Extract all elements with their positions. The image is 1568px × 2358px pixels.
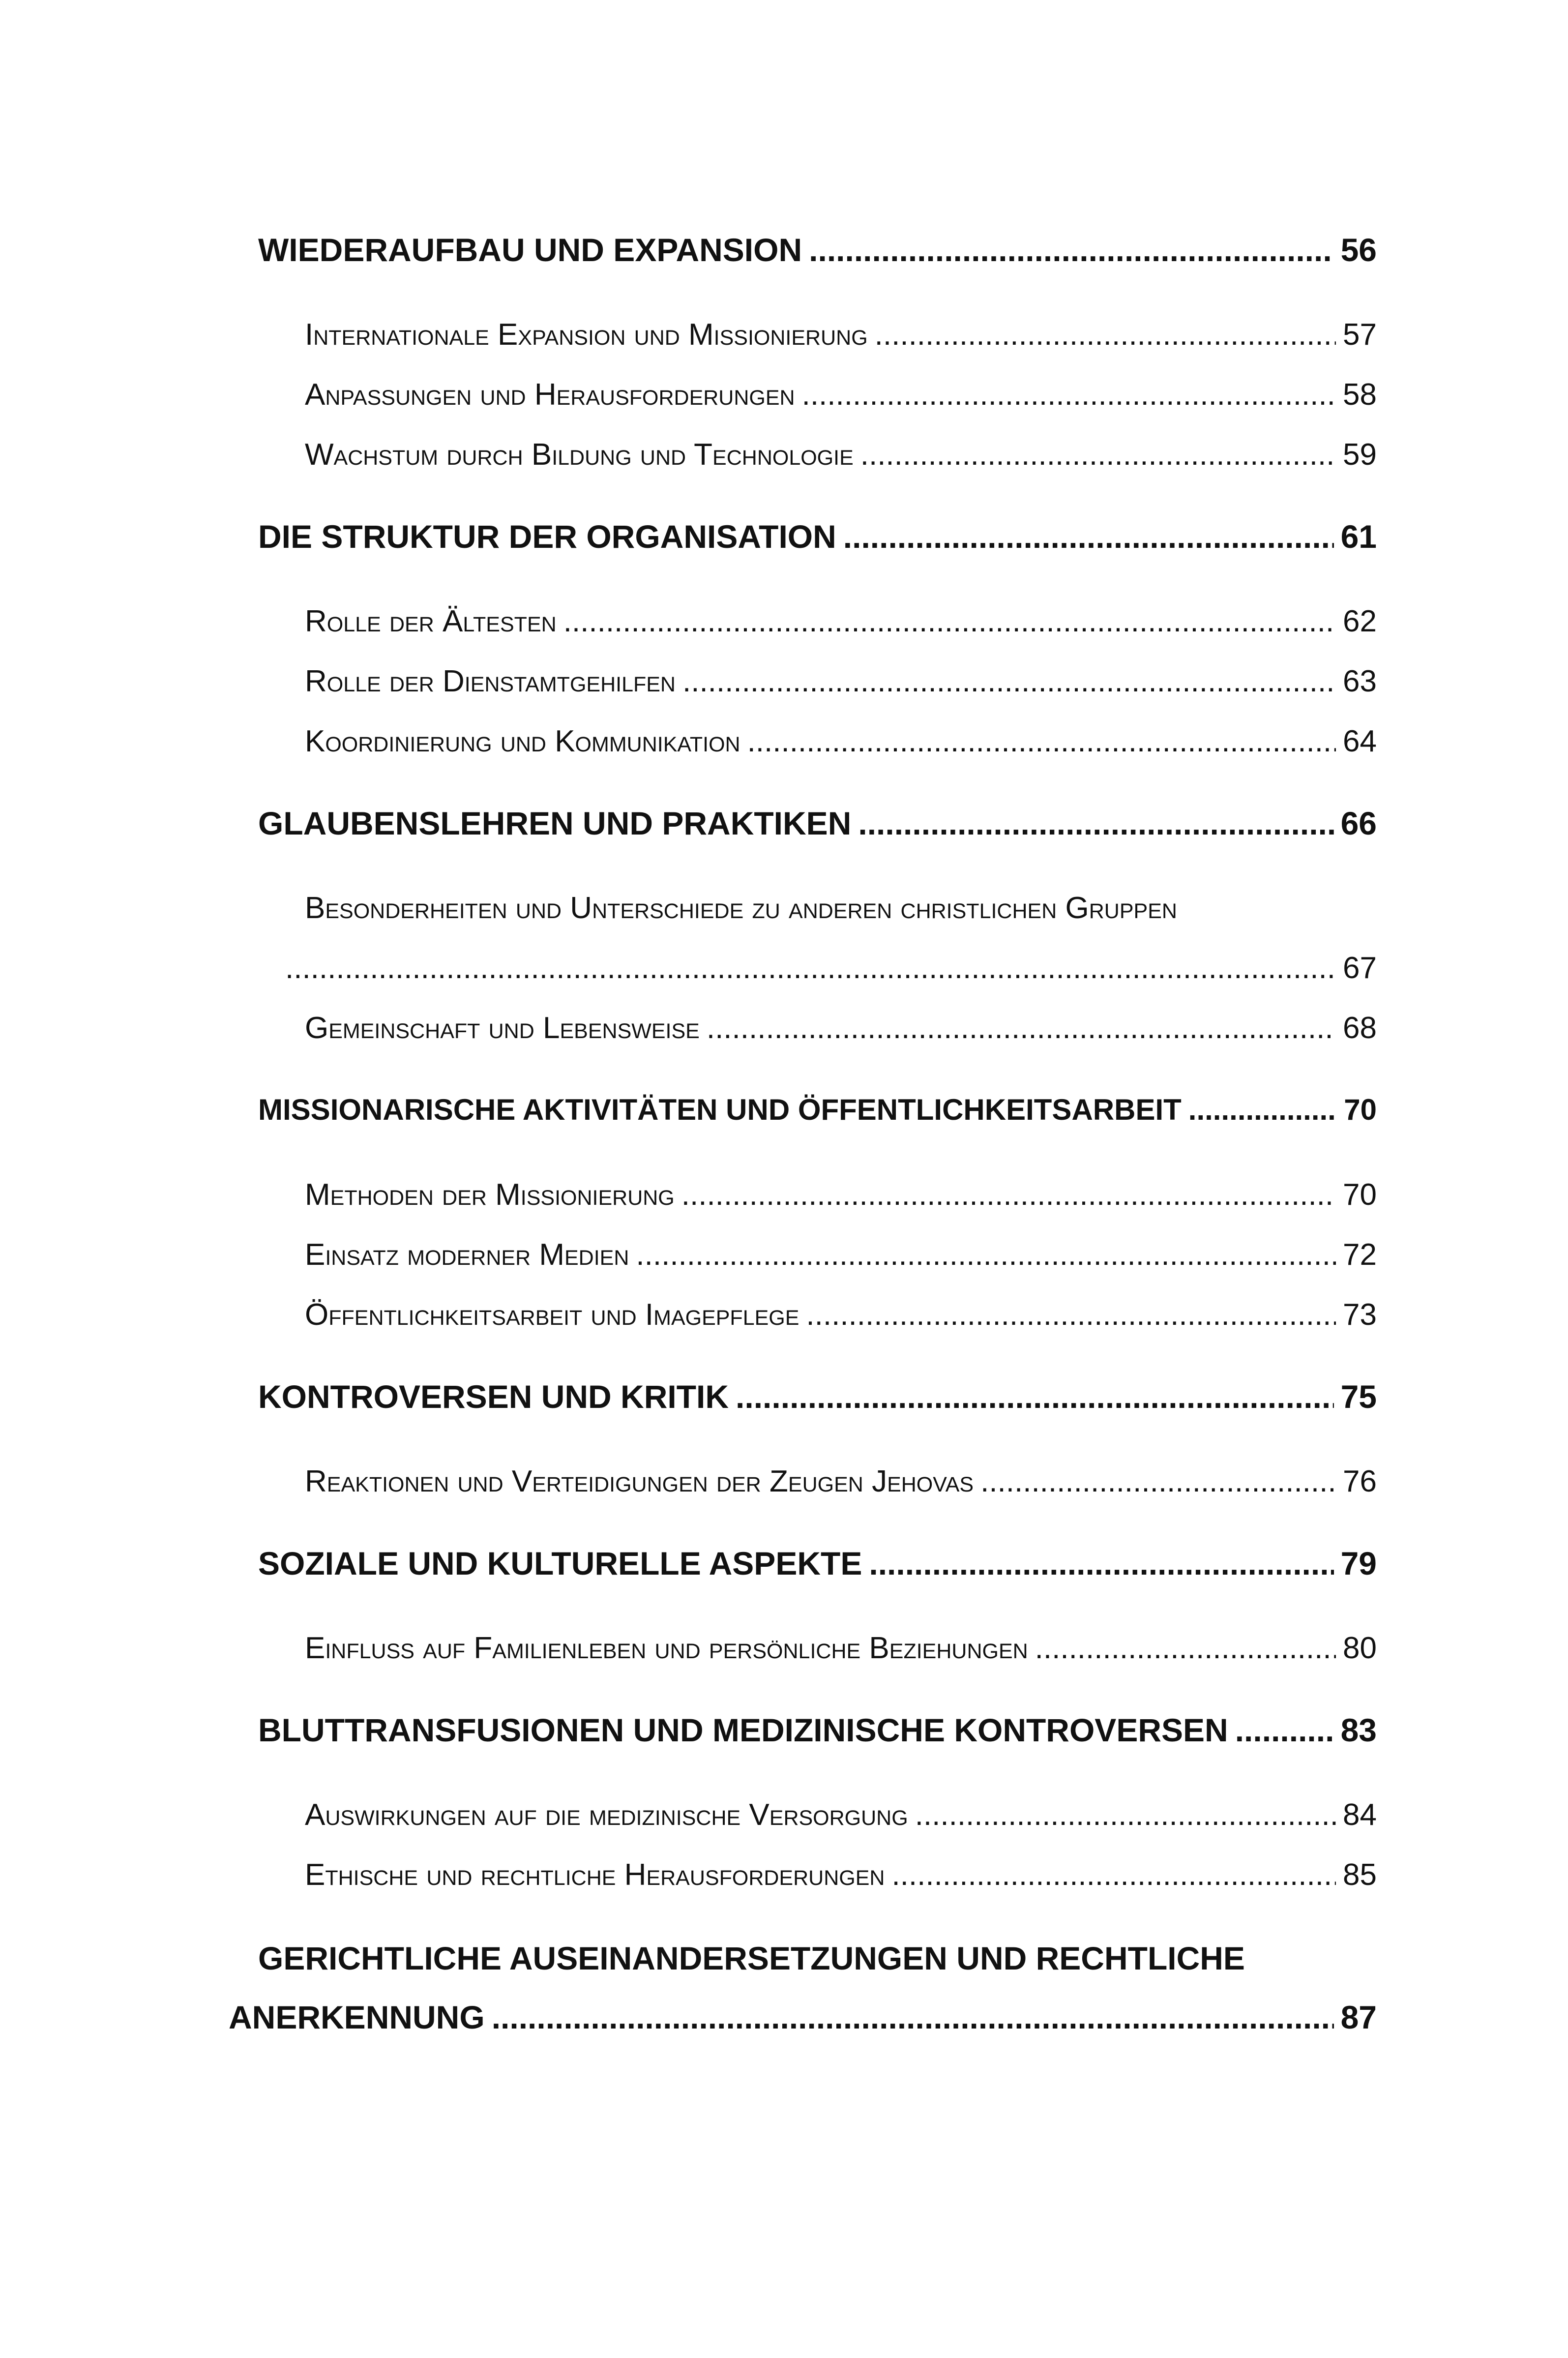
section-title: Rolle der Dienstamtgehilfen	[305, 664, 676, 698]
toc-section-entry[interactable]	[305, 377, 1377, 412]
dot-leader	[1188, 1093, 1337, 1127]
section-title: Gemeinschaft und Lebensweise	[305, 1011, 700, 1045]
section-title: Methoden der Missionierung	[305, 1178, 675, 1212]
page-number: 61	[1340, 518, 1377, 555]
toc-section-entry[interactable]	[305, 437, 1377, 472]
toc-section-entry[interactable]	[305, 1797, 1377, 1832]
dot-leader	[563, 604, 1336, 639]
dot-leader	[747, 724, 1336, 759]
page-number: 76	[1343, 1464, 1377, 1498]
page-number: 58	[1343, 378, 1377, 412]
toc-section-entry[interactable]	[305, 1464, 1377, 1499]
toc-section-entry[interactable]	[305, 1011, 1377, 1045]
page-number: 83	[1340, 1712, 1377, 1748]
page-number: 68	[1343, 1011, 1377, 1045]
dot-leader	[636, 1237, 1336, 1272]
dot-leader	[736, 1378, 1334, 1415]
chapter-title: MISSIONARISCHE AKTIVITÄTEN UND ÖFFENTLICHKEITSARBEIT	[258, 1093, 1182, 1126]
page-number: 84	[1343, 1798, 1377, 1832]
toc-chapter-entry-continued[interactable]	[229, 1999, 1377, 2036]
page-number: 62	[1343, 604, 1377, 638]
dot-leader	[285, 951, 1336, 985]
toc-section-entry[interactable]	[305, 1177, 1377, 1212]
chapter-title: WIEDERAUFBAU UND EXPANSION	[258, 232, 802, 268]
toc-section-entry[interactable]	[305, 317, 1377, 352]
toc-chapter-entry[interactable]	[258, 1378, 1377, 1415]
toc-section-entry[interactable]	[305, 1631, 1377, 1666]
page-number: 57	[1343, 318, 1377, 352]
chapter-title-line2: ANERKENNUNG	[229, 1999, 485, 2035]
toc-chapter-entry[interactable]	[258, 1093, 1377, 1127]
page-number: 70	[1343, 1178, 1377, 1212]
chapter-title: BLUTTRANSFUSIONEN UND MEDIZINISCHE KONTROVERSEN	[258, 1712, 1228, 1748]
section-title: Internationale Expansion und Missionierung	[305, 318, 868, 352]
dot-leader	[869, 1545, 1333, 1582]
section-title: Koordinierung und Kommunikation	[305, 724, 740, 758]
toc-chapter-entry[interactable]	[258, 231, 1377, 269]
page-number: 70	[1344, 1093, 1377, 1126]
chapter-title-line1[interactable]: GERICHTLICHE AUSEINANDERSETZUNGEN UND RECHTLICHE	[258, 1940, 1245, 1976]
dot-leader	[1035, 1631, 1336, 1666]
section-title: Auswirkungen auf die medizinische Versorgung	[305, 1798, 908, 1832]
toc-section-entry[interactable]	[305, 1237, 1377, 1272]
chapter-title: DIE STRUKTUR DER ORGANISATION	[258, 518, 836, 555]
section-title: Rolle der Ältesten	[305, 604, 557, 638]
chapter-title: SOZIALE UND KULTURELLE ASPEKTE	[258, 1545, 862, 1582]
dot-leader	[802, 377, 1336, 412]
toc-section-entry[interactable]	[305, 664, 1377, 699]
dot-leader	[492, 1999, 1334, 2036]
section-title-line1[interactable]: Besonderheiten und Unterschiede zu anderen christlichen Gruppen	[305, 891, 1177, 925]
dot-leader	[681, 1177, 1336, 1212]
dot-leader	[843, 518, 1334, 555]
dot-leader	[806, 1297, 1336, 1332]
page-number: 72	[1343, 1238, 1377, 1272]
section-title: Anpassungen und Herausforderungen	[305, 378, 795, 412]
toc-section-entry[interactable]	[305, 1297, 1377, 1332]
toc-section-entry[interactable]	[305, 604, 1377, 639]
section-title: Ethische und rechtliche Herausforderungen	[305, 1858, 885, 1892]
page-number: 75	[1340, 1378, 1377, 1415]
section-title: Einfluss auf Familienleben und persönliche Beziehungen	[305, 1631, 1028, 1665]
page-number: 79	[1340, 1545, 1377, 1582]
page-number: 80	[1343, 1631, 1377, 1665]
section-title: Reaktionen und Verteidigungen der Zeugen Jehovas	[305, 1464, 974, 1498]
chapter-title: KONTROVERSEN UND KRITIK	[258, 1378, 729, 1415]
dot-leader	[809, 231, 1333, 269]
toc-section-entry[interactable]	[305, 724, 1377, 759]
toc-section-entry-continued[interactable]	[285, 951, 1377, 985]
section-title: Wachstum durch Bildung und Technologie	[305, 438, 854, 472]
dot-leader	[1235, 1711, 1334, 1749]
dot-leader	[707, 1011, 1336, 1045]
page-number: 63	[1343, 664, 1377, 698]
dot-leader	[891, 1857, 1336, 1892]
page-number: 66	[1340, 805, 1377, 841]
toc-section-entry[interactable]	[305, 1857, 1377, 1892]
page-number: 64	[1343, 724, 1377, 758]
toc-chapter-entry[interactable]	[258, 805, 1377, 842]
dot-leader	[860, 437, 1336, 472]
page-number: 56	[1340, 232, 1377, 268]
dot-leader	[682, 664, 1336, 699]
dot-leader	[858, 805, 1333, 842]
dot-leader	[915, 1797, 1336, 1832]
page-number: 85	[1343, 1858, 1377, 1892]
page-number: 87	[1340, 1999, 1377, 2035]
page-number: 59	[1343, 438, 1377, 472]
dot-leader	[980, 1464, 1336, 1499]
section-title: Öffentlichkeitsarbeit und Imagepflege	[305, 1298, 799, 1332]
toc-chapter-entry[interactable]	[258, 1711, 1377, 1749]
page-number: 73	[1343, 1298, 1377, 1332]
chapter-title: GLAUBENSLEHREN UND PRAKTIKEN	[258, 805, 852, 841]
toc-chapter-entry[interactable]	[258, 518, 1377, 555]
page-number: 67	[1343, 951, 1377, 985]
toc-chapter-entry[interactable]	[258, 1545, 1377, 1582]
section-title: Einsatz moderner Medien	[305, 1238, 629, 1272]
dot-leader	[875, 317, 1336, 352]
